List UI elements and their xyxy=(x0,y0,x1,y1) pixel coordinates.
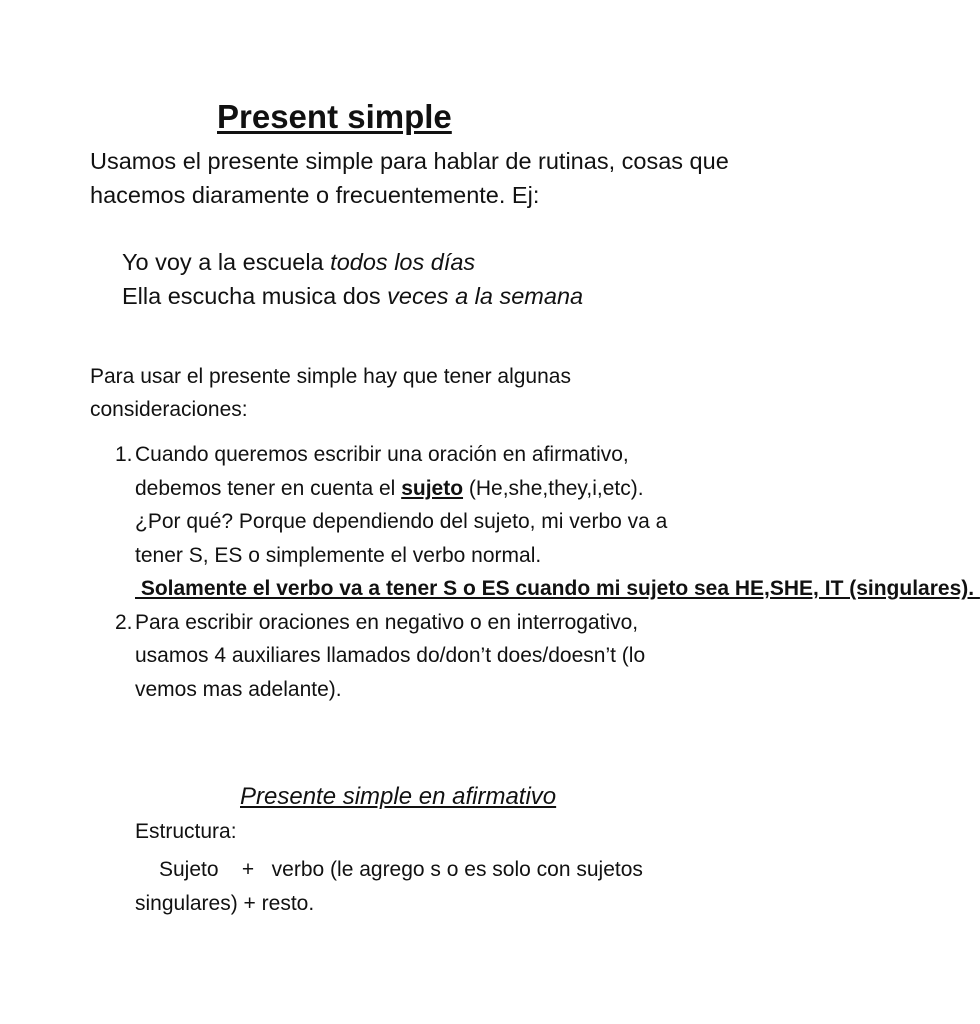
example-2-italic: veces a la semana xyxy=(387,283,584,309)
list-item-1-number: 1. xyxy=(115,443,133,466)
structure-subject: Sujeto xyxy=(159,858,219,881)
intro-paragraph: Usamos el presente simple para hablar de rutinas, cosas que hacemos diaramente o frecuentemente. Ej: xyxy=(90,148,729,208)
example-line-2 xyxy=(122,283,583,310)
structure-plus: + xyxy=(241,858,255,881)
list-item-2-number: 2. xyxy=(115,610,133,634)
example-line-1 xyxy=(122,249,475,276)
numbered-list xyxy=(90,438,980,706)
structure-rest: verbo (le agrego s o es solo con sujetos singulares) + resto. xyxy=(135,858,643,915)
example-2-plain: Ella escucha musica dos xyxy=(122,283,388,309)
list-item-2-text: Para escribir oraciones en negativo o en interrogativo, usamos 4 auxiliares llamados do/don’t does/doesn’t (lo vemos mas adelante). xyxy=(135,610,646,701)
list-item-1-emph-rule: Solamente el verbo va a tener S o ES cuando mi sujeto sea HE,SHE, IT (singulares). xyxy=(135,577,980,600)
list-item-1-emph-subject: sujeto xyxy=(401,476,464,500)
example-1-italic: todos los días xyxy=(330,249,476,275)
structure-formula xyxy=(135,853,695,921)
list-item-1-text-b: (He,she,they,i,etc). ¿Por qué? Porque dependiendo del sujeto, mi verbo va a tener S, ES o simplemente el verbo normal. xyxy=(135,476,668,567)
considerations-paragraph: Para usar el presente simple hay que tener algunas consideraciones: xyxy=(90,365,571,421)
list-item-2 xyxy=(90,606,690,707)
example-1-plain: Yo voy a la escuela xyxy=(122,249,331,275)
list-item-1 xyxy=(90,438,980,606)
page-title: Present simple xyxy=(217,98,452,135)
list-item-1-text-a: Cuando queremos escribir una oración en afirmativo, debemos tener en cuenta el xyxy=(135,443,629,500)
structure-label: Estructura: xyxy=(135,820,237,843)
section-subtitle: Presente simple en afirmativo xyxy=(240,783,557,810)
